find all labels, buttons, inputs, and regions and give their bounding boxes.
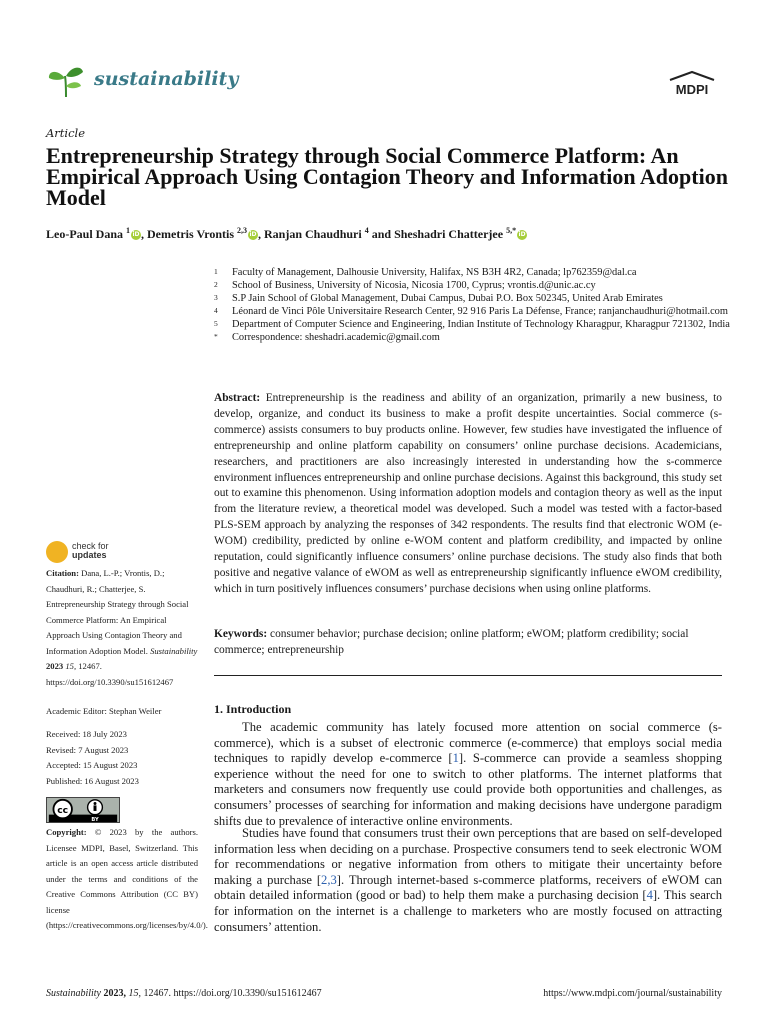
abstract [214, 391, 722, 598]
svg-text:cc: cc [57, 804, 69, 816]
abstract-label: Abstract: [214, 392, 261, 404]
affiliation-item: 3 S.P Jain School of Global Management, Dubai Campus, Dubai P.O. Box 502345, United Arab Emirates [214, 293, 663, 304]
footer-doi-link[interactable]: 12467. https://doi.org/10.3390/su151612467 [143, 988, 322, 999]
journal-name: sustainability [94, 68, 239, 90]
divider [214, 675, 722, 676]
orcid-icon[interactable]: iD [518, 231, 526, 239]
paragraph: The academic community has lately focused more attention on social commerce (s-commerce), which is a subset of electronic commerce (e-commerce) that employs social media techniques to rapidly develop e-commerce [1]. S-commerce can provide a seamless shopping experience without the need for one to switch to other platforms. The internet platforms that marketers and consumers now frequently use could provide both opportunities and challenges, as consumers’ processes of searching for information and making decisions have undergone paradigm shifts due to prevalence of interactive online environments. [214, 720, 722, 828]
mdpi-logo [664, 70, 720, 98]
academic-editor: Academic Editor: Stephan Weiler [46, 706, 162, 716]
check-updates-icon [46, 541, 68, 563]
keywords [214, 627, 722, 659]
date-revised: Revised: 7 August 2023 [46, 744, 129, 755]
cc-by-icon[interactable] [46, 797, 120, 823]
section-heading: 1. Introduction [214, 702, 292, 716]
copyright-notice: Copyright: © 2023 by the authors. Licensee MDPI, Basel, Switzerland. This article is an open access article distributed under the terms and conditions of the Creative Commons Attribution (CC BY) license (https://creativecommons.org/licenses/by/4.0/). [46, 827, 208, 930]
correspondence: * Correspondence: sheshadri.academic@gmail.com [214, 332, 440, 343]
keywords-label: Keywords: [214, 628, 268, 640]
paragraph: Studies have found that consumers trust their own perceptions that are based on self-developed information less when deciding on a purchase. Prospective consumers tend to seek electronic WOM for recommendations or negative information from others to mitigate their uncertainty before making a purchase [2,3]. Through internet-based s-commerce platforms, receivers of eWOM can obtain detailed information (good or bad) to help them make a purchasing decision [4]. This search for information on the internet is a challenge to marketers who are mostly focused on attracting consumers’ attention. [214, 826, 722, 934]
svg-text:MDPI: MDPI [675, 82, 709, 97]
citation-doi-link[interactable]: 12467. https://doi.org/10.3390/su151612467 [46, 661, 174, 687]
svg-text:BY: BY [91, 817, 99, 823]
affiliation-item: 1 Faculty of Management, Dalhousie University, Halifax, NS B3H 4R2, Canada; lp762359@dal.ca [214, 267, 637, 278]
date-accepted: Accepted: 15 August 2023 [46, 760, 138, 770]
affiliations [214, 266, 734, 344]
citation: Citation: Dana, L.-P.; Vrontis, D.; Chaudhuri, R.; Chatterjee, S. Entrepreneurship Strategy through Social Commerce Platform: An Empirical Approach Using Contagion Theory and Information Adoption Model. Sustainability 2023 15, 12467. https://doi.org/10.3390/su151612467 [46, 568, 198, 687]
date-published: Published: 16 August 2023 [46, 775, 139, 786]
journal-url-link[interactable]: https://www.mdpi.com/journal/sustainability [543, 988, 722, 999]
article-title: Entrepreneurship Strategy through Social Commerce Platform: An Empirical Approach Using Contagion Theory and Information Adoption Model [46, 143, 728, 210]
keywords-text: consumer behavior; purchase decision; online platform; eWOM; platform credibility; social commerce; entrepreneurship [214, 628, 689, 656]
author-name: Sheshadri Chatterjee [394, 227, 504, 241]
orcid-icon[interactable]: iD [249, 231, 257, 239]
citation-link[interactable]: 4 [646, 888, 653, 903]
citation-link[interactable]: 1 [452, 751, 459, 766]
author-name: Demetris Vrontis [147, 227, 234, 241]
author-list: Leo-Paul Dana $^1$ iD, Demetris Vrontis $^{2,3}$ iD, Ranjan Chaudhuri $^4$ and Sheshadri Chatterjee $^{5,*}$ iD [46, 226, 526, 241]
article-type: Article [46, 126, 86, 140]
publication-dates [46, 727, 198, 789]
check-for-updates-button[interactable]: check for updates [46, 541, 166, 563]
affiliation-item: 5 Department of Computer Science and Engineering, Indian Institute of Technology Kharagpur, Kharagpur 721302, India [214, 319, 730, 330]
abstract-text: Entrepreneurship is the readiness and ability of an organization, primarily a new business, to develop, organize, and conduct its business to make a profit despite uncertainties. Social commerce (s-commerce) assists consumers to buy products online. However, few studies have investigated the influence of entrepreneurship and online platform capability on consumers’ online purchase decisions. Academicians, researchers, and practitioners are also increasingly interested in understanding how the s-commerce environment influences entrepreneurship and online purchase decisions. Against this background, this study set out to examine this phenomenon. Using information adoption models and contagion theory as well as the input from the literature review, a theoretical model was developed. Such a model was tested with a factor-based PLS-SEM approach by analyzing the responses of 342 respondents. The results find that electronic WOM (e-WOM) credibility, predicted by online e-WOM content and platform credibility, and impacted by online reputation, could significantly influence consumers’ online purchase decisions. The study also finds that both positive and negative valance of eWOM as well as entrepreneurship significantly influence eWOM credibility, which in turn positively influences consumers’ purchase decisions when using online platforms. [214, 392, 722, 595]
citation-link[interactable]: 2,3 [321, 872, 337, 887]
date-received: Received: 18 July 2023 [46, 729, 127, 739]
leaf-sprout-icon [46, 64, 86, 98]
footer-citation: Sustainability 2023, 15, 12467. https://doi.org/10.3390/su151612467 [46, 988, 322, 999]
author-name: Leo-Paul Dana [46, 227, 124, 241]
affiliation-item: 2 School of Business, University of Nicosia, Nicosia 1700, Cyprus; vrontis.d@unic.ac.cy [214, 280, 596, 291]
affiliation-item: 4 Léonard de Vinci Pôle Universitaire Research Center, 92 916 Paris La Défense, France; ranjanchaudhuri@hotmail.com [214, 306, 728, 317]
orcid-icon[interactable]: iD [132, 231, 140, 239]
author-name: Ranjan Chaudhuri [264, 227, 362, 241]
